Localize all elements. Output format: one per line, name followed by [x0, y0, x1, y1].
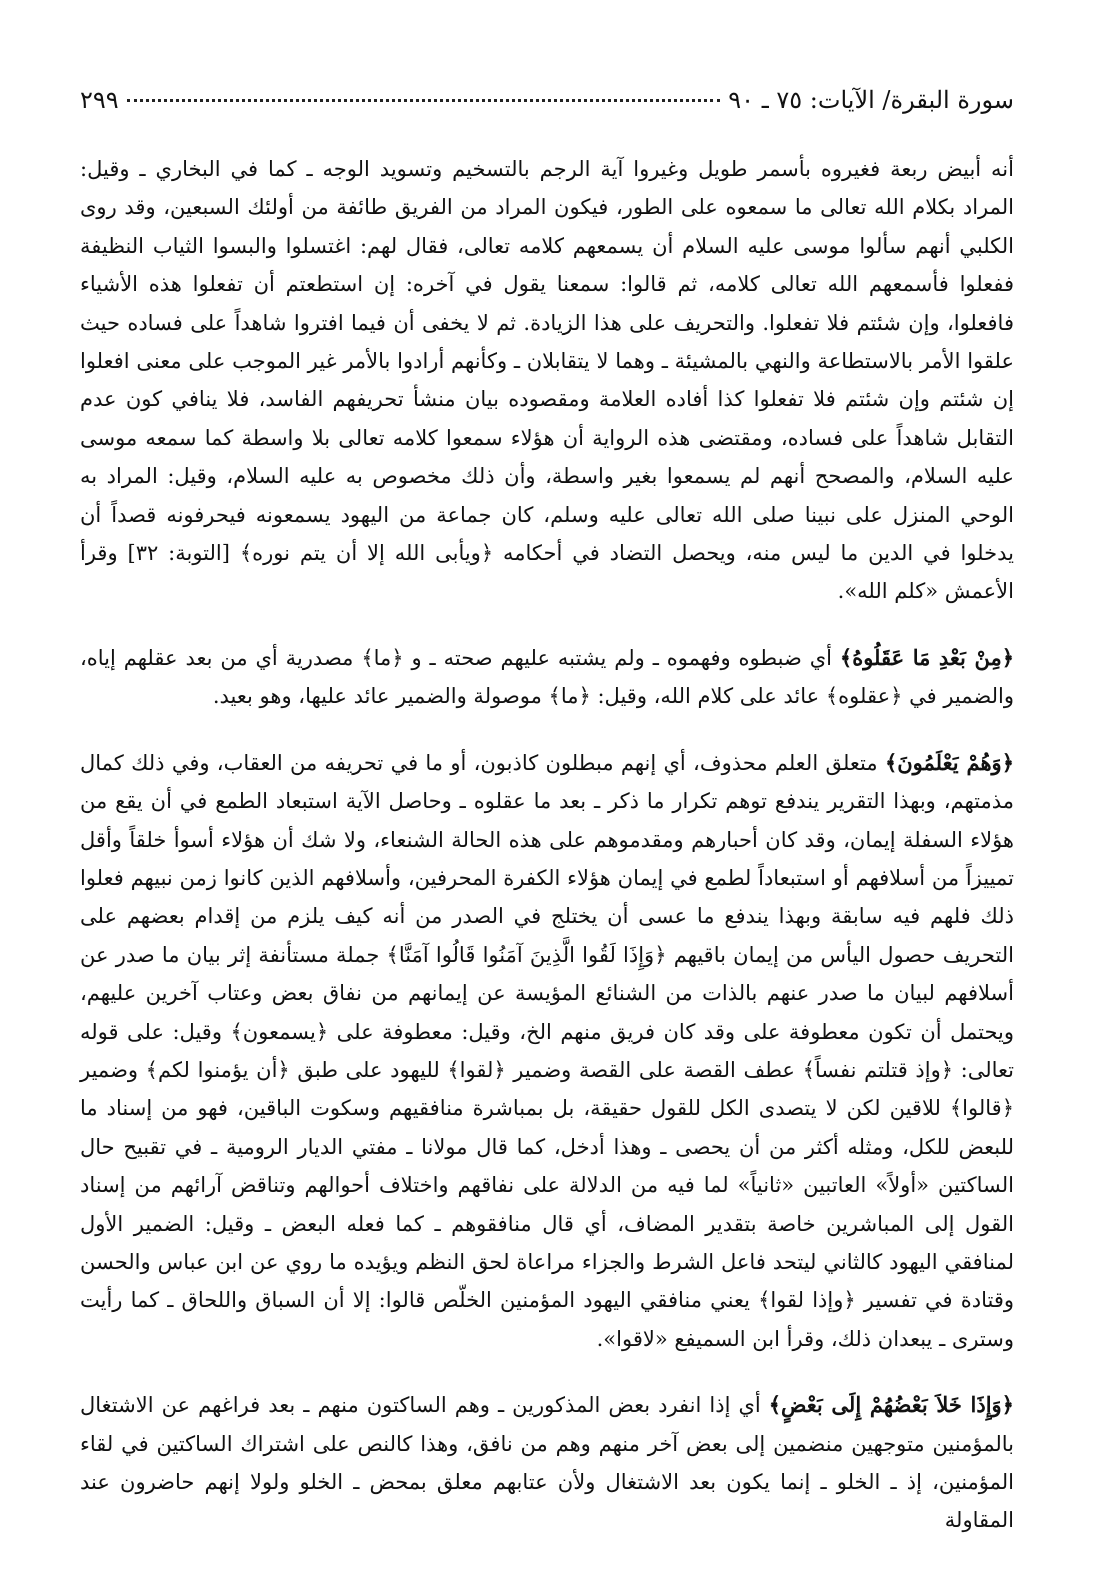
- paragraph-text: متعلق العلم محذوف، أي إنهم مبطلون كاذبون، أو ما في تحريفه من العقاب، وفي ذلك كمال مذمتهم، وبهذا التقرير يندفع توهم تكرار ما ذكر ـ بعد ما عقلوه ـ وحاصل الآية استبعاد الطمع في أن يقع من هؤلاء السفلة إيمان، وقد كان أحبارهم ومقدموهم على هذه الحالة الشنعاء، ولا شك أن هؤلاء أسوأ خلقاً وأقل تمييزاً من أسلافهم أو استبعاداً لطمع في إيمان هؤلاء الكفرة المحرفين، وأسلافهم الذين كانوا زمن نبيهم فعلوا ذلك فلهم فيه سابقة وبهذا يندفع ما عسى أن يختلج في الصدر من أنه كيف يلزم من إقدام بعضهم على التحريف حصول اليأس من إيمان باقيهم ﴿وَإِذَا لَقُوا الَّذِينَ آمَنُوا قَالُوا آمَنَّا﴾ جملة مستأنفة إثر بيان ما صدر عن أسلافهم لبيان ما صدر عنهم بالذات من الشنائع المؤيسة عن إيمانهم من نفاق بعض وعتاب آخرين عليهم، ويحتمل أن تكون معطوفة على وقد كان فريق منهم الخ، وقيل: معطوفة على ﴿يسمعون﴾ وقيل: على قوله تعالى: ﴿وإذ قتلتم نفساً﴾ عطف القصة على القصة وضمير ﴿لقوا﴾ لليهود على طبق ﴿أن يؤمنوا لكم﴾ وضمير ﴿قالوا﴾ للاقين لكن لا يتصدى الكل للقول حقيقة، بل بمباشرة منافقيهم وسكوت الباقين، فهو من إسناد ما للبعض للكل، ومثله أكثر من أن يحصى ـ وهذا أدخل، كما قال مولانا ـ مفتي الديار الرومية ـ في تقبيح حال الساكتين «أولاً» العاتبين «ثانياً» لما فيه من الدلالة على نفاقهم واختلاف أحوالهم وتناقض آرائهم من إسناد القول إلى المباشرين خاصة بتقدير المضاف، أي قال منافقوهم ـ كما فعله البعض ـ وقيل: الضمير الأول لمنافقي اليهود كالثاني ليتحد فاعل الشرط والجزاء مراعاة لحق النظم ويؤيده ما روي عن ابن عباس والحسن وقتادة في تفسير ﴿وإذا لقوا﴾ يعني منافقي اليهود المؤمنين الخلّص قالوا: إلا أن السباق واللحاق ـ كما رأيت وسترى ـ يبعدان ذلك، وقرأ ابن السميفع «لاقوا».: [80, 750, 1014, 1351]
- quranic-lemma: ﴿وَهُمْ يَعْلَمُونَ﴾: [884, 749, 1015, 775]
- quranic-lemma: ﴿مِنْ بَعْدِ مَا عَقَلُوهُ﴾: [839, 644, 1014, 670]
- running-header: [80, 86, 1014, 114]
- paragraph-text: أي إذا انفرد بعض المذكورين ـ وهم الساكتون منهم ـ بعد فراغهم عن الاشتغال بالمؤمنين متوجهين منضمين إلى بعض آخر منهم وهم من نافق، وهذا كالنص على اشتراك الساكتين في لقاء المؤمنين، إذ ـ الخلو ـ إنما يكون بعد الاشتغال ولأن عتابهم معلق بمحض ـ الخلو ولولا إنهم حاضرون عند المقاولة: [80, 1393, 1014, 1533]
- paragraph-4: [80, 1386, 1014, 1540]
- leader-dots: [127, 99, 721, 102]
- page-body: [80, 150, 1014, 1540]
- quranic-lemma: ﴿وَإِذَا خَلاَ بَعْضُهُمْ إِلَى بَعْضٍ﴾: [768, 1392, 1014, 1418]
- paragraph-text: أي ضبطوه وفهموه ـ ولم يشتبه عليهم صحته ـ و ﴿ما﴾ مصدرية أي من بعد عقلهم إياه، والضمير في ﴿عقلوه﴾ عائد على كلام الله، وقيل: ﴿ما﴾ موصولة والضمير عائد عليها، وهو بعيد.: [80, 645, 1014, 709]
- paragraph-2: [80, 639, 1014, 716]
- paragraph-3: [80, 744, 1014, 1359]
- page-number: ٢٩٩: [80, 86, 119, 114]
- paragraph-1: [80, 150, 1014, 611]
- running-title: سورة البقرة/ الآيات: ٧٥ ـ ٩٠: [728, 86, 1014, 114]
- paragraph-text: أنه أبيض ربعة فغيروه بأسمر طويل وغيروا آية الرجم بالتسخيم وتسويد الوجه ـ كما في البخاري ـ وقيل: المراد بكلام الله تعالى ما سمعوه على الطور، فيكون المراد من الفريق طائفة من أولئك السبعين، وقد روى الكلبي أنهم سألوا موسى عليه السلام أن يسمعهم كلامه تعالى، فقال لهم: اغتسلوا والبسوا الثياب النظيفة ففعلوا فأسمعهم الله تعالى كلامه، ثم قالوا: سمعنا يقول في آخره: إن استطعتم أن تفعلوا هذه الأشياء فافعلوا، وإن شئتم فلا تفعلوا. والتحريف على هذا الزيادة. ثم لا يخفى أن فيما افتروا شاهداً على فساده حيث علقوا الأمر بالاستطاعة والنهي بالمشيئة ـ وهما لا يتقابلان ـ وكأنهم أرادوا بالأمر غير الموجب على معنى افعلوا إن شئتم وإن شئتم فلا تفعلوا كذا أفاده العلامة ومقصوده بيان منشأ تحريفهم الفاسد، فلا ينافي كون عدم التقابل شاهداً على فساده، ومقتضى هذه الرواية أن هؤلاء سمعوا كلامه تعالى بلا واسطة كما سمعه موسى عليه السلام، والمصحح أنهم لم يسمعوا بغير واسطة، وأن ذلك مخصوص به عليه السلام، وقيل: المراد به الوحي المنزل على نبينا صلى الله تعالى عليه وسلم، كان جماعة من اليهود يسمعونه فيحرفونه قصداً أن يدخلوا في الدين ما ليس منه، ويحصل التضاد في أحكامه ﴿ويأبى الله إلا أن يتم نوره﴾ [التوبة: ٣٢] وقرأ الأعمش «كلم الله».: [80, 157, 1014, 604]
